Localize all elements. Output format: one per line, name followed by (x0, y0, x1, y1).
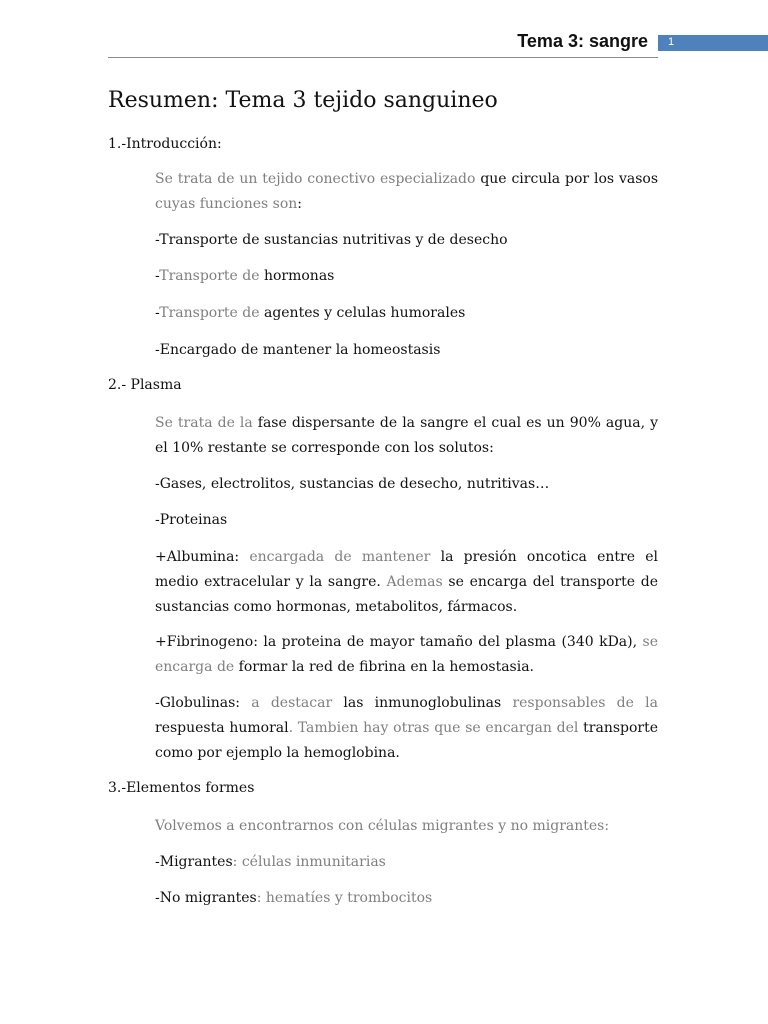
page-number-badge (658, 35, 768, 51)
globulinas-text-part: transporte como por ejemplo la hemoglobina. (155, 720, 659, 761)
plasma-text-part: Se trata de la (155, 415, 253, 431)
globulinas-text-part: a destacar (240, 695, 333, 711)
section-heading-plasma: 2.- Plasma (108, 377, 182, 393)
globulinas-text-part: . (288, 720, 294, 736)
list-item-gases: -Gases, electrolitos, sustancias de desecho, nutritivas… (155, 476, 550, 492)
elementos-intro: Volvemos a encontrarnos con células migrantes y no migrantes: (155, 818, 610, 834)
list-item-transporte-agentes (155, 301, 465, 326)
no-migrantes-text: : hematíes y trombocitos (256, 890, 433, 906)
globulinas-text-part: Tambien hay otras que se encargan del (293, 720, 579, 736)
plasma-text-part: fase dispersante de la sangre el cual es un 90% agua, y el 10% restante se corresponde con los solutos: (155, 415, 658, 456)
list-item-transporte-sustancias: -Transporte de sustancias nutritivas y de desecho (155, 232, 508, 248)
list-text-part: - (155, 268, 160, 284)
globulinas-paragraph (155, 691, 658, 766)
albumina-text-part: la presión oncotica entre el medio extracelular y la sangre. (155, 549, 658, 590)
no-migrantes-label: -No migrantes (155, 890, 257, 906)
page-number: 1 (668, 36, 675, 48)
migrantes-text: : células inmunitarias (232, 854, 386, 870)
section-heading-introduccion: 1.-Introducción: (108, 136, 222, 152)
plasma-paragraph (155, 411, 658, 461)
header-title: Tema 3: sangre (517, 31, 648, 51)
albumina-text-part: se encarga del transporte de sustancias como hormonas, metabolitos, fármacos. (155, 574, 658, 615)
list-text-part: Transporte de (159, 268, 260, 284)
list-item-no-migrantes (155, 886, 432, 911)
albumina-text-part: encargada de mantener (239, 549, 431, 565)
globulinas-text-part: las inmunoglobulinas (332, 695, 502, 711)
header-divider (108, 57, 658, 58)
list-text-part: agentes y celulas humorales (259, 305, 466, 321)
list-text-part: Transporte de (159, 305, 260, 321)
globulinas-text-part: responsables de la (501, 695, 658, 711)
list-text-part: - (155, 305, 160, 321)
list-text-part: hormonas (259, 268, 335, 284)
intro-text-part: que circula por los vasos (475, 171, 658, 187)
fibrinogeno-text-part: formar la red de fibrina en la hemostasia. (234, 659, 534, 675)
globulinas-text-part: respuesta humoral (155, 720, 289, 736)
section-heading-elementos-formes: 3.-Elementos formes (108, 780, 255, 796)
fibrinogeno-text-part: +Fibrinogeno: la proteina de mayor tamaño del plasma (340 kDa), (155, 634, 638, 650)
list-item-migrantes (155, 850, 386, 875)
intro-text-part: Se trata de un tejido conectivo especializado (155, 171, 476, 187)
fibrinogeno-paragraph (155, 630, 658, 680)
globulinas-text-part: -Globulinas: (155, 695, 241, 711)
albumina-text-part: Ademas (380, 574, 443, 590)
list-item-homeostasis: -Encargado de mantener la homeostasis (155, 342, 441, 358)
migrantes-label: -Migrantes (155, 854, 233, 870)
intro-text-part: : (297, 196, 302, 212)
list-item-proteinas: -Proteinas (155, 512, 228, 528)
albumina-paragraph (155, 545, 658, 620)
list-item-transporte-hormonas (155, 264, 334, 289)
document-title: Resumen: Tema 3 tejido sanguineo (108, 88, 498, 113)
intro-paragraph (155, 167, 658, 217)
fibrinogeno-text-part: se encarga de (155, 634, 659, 675)
intro-text-part: cuyas funciones son (155, 196, 298, 212)
albumina-text-part: +Albumina: (155, 549, 240, 565)
